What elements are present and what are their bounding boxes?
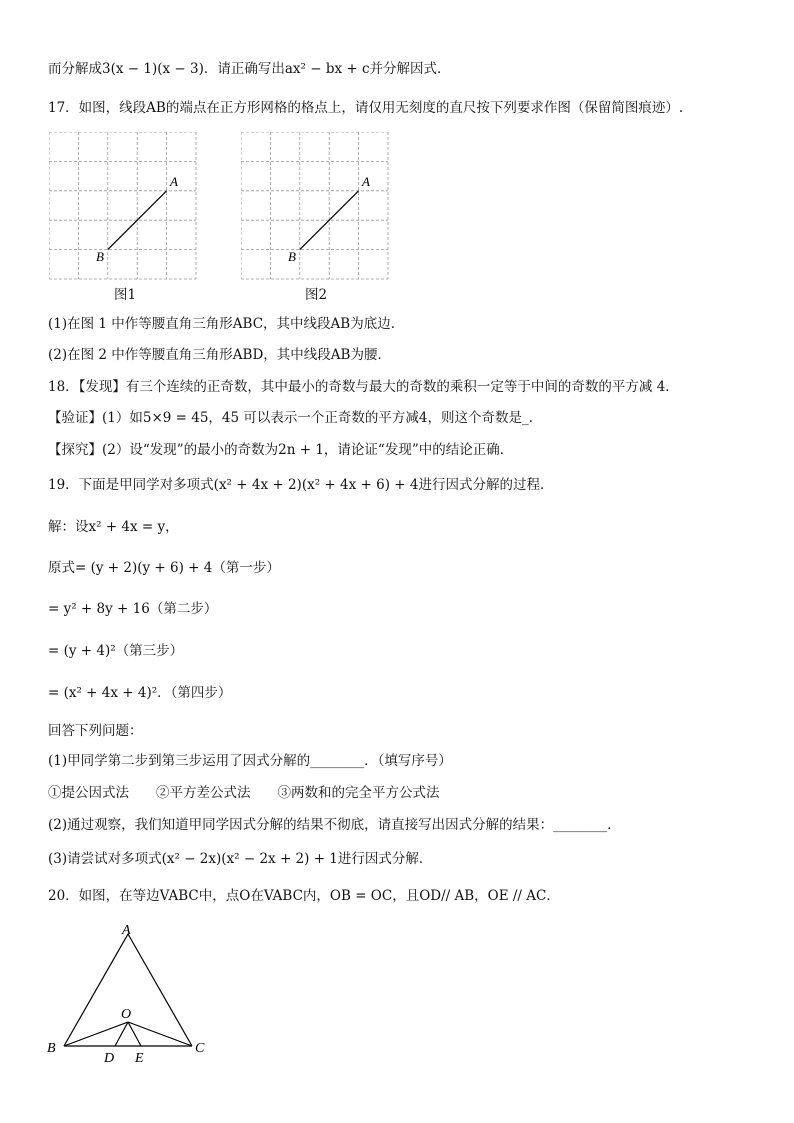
question-18: 18．【发现】有三个连续的正奇数，其中最小的奇数与最大的奇数的乘积一定等于中间的奇数的平方减 4． (48, 379, 679, 395)
q19-step-3: = (y + 4)²（第三步） (48, 643, 184, 659)
q19-solution-intro: 解：设x² + 4x = y， (48, 519, 179, 535)
q17-part-1: (1)在图 1 中作等腰直角三角形ABC，其中线段AB为底边． (48, 316, 405, 332)
question-17: 17．如图，线段AB的端点在正方形网格的格点上，请仅用无刻度的直尺按下列要求作图（保留简图痕迹）. (48, 100, 684, 116)
label-a: A (362, 174, 370, 189)
label-a: A (122, 923, 131, 938)
label-e: E (135, 1051, 144, 1066)
q17-part-2: (2)在图 2 中作等腰直角三角形ABD，其中线段AB为腰． (48, 347, 391, 363)
label-c: C (195, 1041, 205, 1056)
q19-step-4: = (x² + 4x + 4)²．（第四步） (48, 685, 232, 701)
q18-verify: 【验证】(1）如5×9 = 45，45 可以表示一个正奇数的平方减4，则这个奇数是_． (48, 410, 543, 426)
label-b: B (47, 1041, 56, 1056)
label-b: B (288, 249, 296, 264)
triangle-figure (42, 918, 222, 1072)
label-d: D (104, 1051, 115, 1066)
grid-figure-1 (49, 132, 197, 284)
q19-step-2: = y² + 8y + 16（第二步） (48, 601, 218, 617)
q19-part-3: (3)请尝试对多项式(x² − 2x)(x² − 2x + 2) + 1进行因式分解． (48, 851, 433, 867)
figure-1-caption: 图1 (114, 287, 137, 303)
grid-figure-2 (241, 132, 389, 284)
q19-step-1: 原式= (y + 2)(y + 6) + 4（第一步） (48, 560, 280, 576)
label-b: B (96, 249, 104, 264)
question-20: 20．如图，在等边VABC中，点O在VABC内，OB = OC，且OD// AB，OE // AC． (48, 888, 560, 904)
label-a: A (170, 174, 178, 189)
q18-explore: 【探究】(2）设“发现”的最小的奇数为2n + 1，请论证“发现”中的结论正确． (48, 442, 514, 458)
q19-options: ①提公因式法 ②平方差公式法 ③两数和的完全平方公式法 (48, 785, 440, 801)
label-o: O (121, 1007, 132, 1022)
q19-part-2: (2)通过观察，我们知道甲同学因式分解的结果不彻底，请直接写出因式分解的结果：________． (48, 817, 621, 833)
question-19: 19．下面是甲同学对多项式(x² + 4x + 2)(x² + 4x + 6) + 4进行因式分解的过程． (48, 477, 554, 493)
q19-answer-prompt: 回答下列问题： (48, 723, 143, 739)
figure-2-caption: 图2 (305, 287, 328, 303)
text-line-1: 而分解成3(x − 1)(x − 3)．请正确写出ax² − bx + c并分解因式． (48, 61, 451, 77)
q19-part-1: (1)甲同学第二步到第三步运用了因式分解的________．（填写序号） (48, 753, 452, 769)
